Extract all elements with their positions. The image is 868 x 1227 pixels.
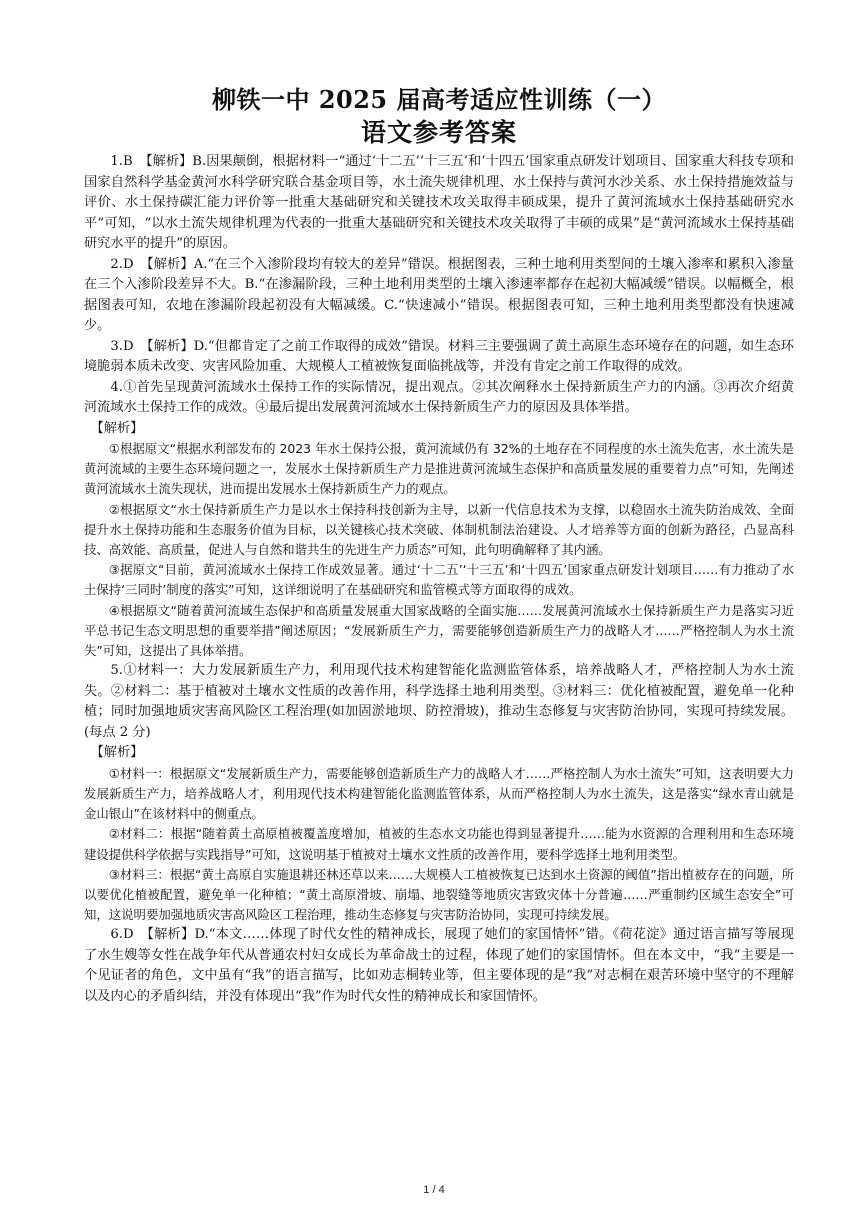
answer-q2: 2.D 【解析】A.“在三个入渗阶段均有较大的差异”错误。根据图表，三种土地利用类型间的土壤入渗率和累积入渗量在三个入渗阶段差异不大。B.“在渗漏阶段，三种土地利用类型的土壤入渗速率都存在起初大幅减缓”错误。以幅概全，根据图表可知，农地在渗漏阶段起初没有大幅减缓。C.“快速减小”错误。根据图表可知，三种土地利用类型都没有快速减少。 bbox=[84, 256, 794, 333]
analysis-paragraph: ①根据原文“根据水利部发布的 2023 年水土保持公报，黄河流域仍有 32%的土地存在不同程度的水土流失危害，水土流失是黄河流域的主要生态环境问题之一，发展水土保持新质生产力是推进黄河流域生态保护和高质量发展的重要着力点”可知，先阐述黄河流域水土流失现状，进而提出发展水土保持新质生产力的观点。 bbox=[84, 441, 794, 497]
answer-q5: 5.①材料一：大力发展新质生产力，利用现代技术构建智能化监测监管体系，培养战略人才，严格控制人为水土流失。②材料二：基于植被对土壤水文性质的改善作用，科学选择土地利用类型。③材料三：优化植被配置，避免单一化种植；同时加强地质灾害高风险区工程治理(如加固淤地坝、防控滑坡)，推动生态修复与灾害防治协同，实现可持续发展。(每点 2 分) bbox=[84, 663, 794, 740]
analysis-paragraph: ③据原文“目前，黄河流域水土保持工作成效显著。通过‘十二五’‘十三五’和‘十四五’国家重点研发计划项目……有力推动了水土保持‘三同时’制度的落实”可知，这详细说明了在基础研究和监管模式等方面取得的成效。 bbox=[84, 562, 794, 598]
analysis-paragraph: ③材料三：根据“黄土高原自实施退耕还林还草以来……大规模人工植被恢复已达到水土资源的阈值”指出植被存在的问题，所以要优化植被配置，避免单一化种植；“黄土高原滑坡、崩塌、地裂缝等地质灾害致灾体十分普遍……严重制约区域生态安全”可知，这说明要加强地质灾害高风险区工程治理，推动生态修复与灾害防治协同，实现可持续发展。 bbox=[84, 866, 794, 923]
answer-document bbox=[84, 84, 794, 1007]
analysis-paragraph: ④根据原文“随着黄河流域生态保护和高质量发展重大国家战略的全面实施……发展黄河流域水土保持新质生产力是落实习近平总书记生态文明思想的重要举措”阐述原因；“发展新质生产力，需要能够创造新质生产力的战略人才……严格控制人为水土流失”可知，这提出了具体举措。 bbox=[84, 602, 794, 659]
answer-q1: 1.B 【解析】B.因果颠倒，根据材料一“通过‘十二五’‘十三五’和‘十四五’国家重点研发计划项目、国家重大科技专项和国家自然科学基金黄河水科学研究联合基金项目等，水土流失规律机理、水土保持与黄河水沙关系、水土保持措施效益与评价、水土保持碳汇能力评价等一批重大基础研究和关键技术攻关取得丰硕成果，提升了黄河流域水土保持基础研究水平”可知，“以水土流失规律机理为代表的一批重大基础研究和关键技术攻关取得了丰硕的成果”是“黄河流域水土保持基础研究水平的提升”的原因。 bbox=[84, 154, 794, 251]
answer-q6: 6.D 【解析】D.“本文……体现了时代女性的精神成长，展现了她们的家国情怀”错。《荷花淀》通过语言描写等展现了水生嫂等女性在战争年代从普通农村妇女成长为革命战士的过程，体现了她们的家国情怀。但在本文中，“我”主要是一个见证者的角色，文中虽有“我”的语言描写，比如劝志桐转业等，但主要体现的是“我”对志桐在艰苦环境中坚守的不理解以及内心的矛盾纠结，并没有体现出“我”作为时代女性的精神成长和家国情怀。 bbox=[84, 927, 794, 1004]
analysis-heading: 【解析】 bbox=[90, 420, 144, 436]
answer-q3: 3.D 【解析】D.“但都肯定了之前工作取得的成效”错误。材料三主要强调了黄土高原生态环境存在的问题，如生态环境脆弱本质未改变、灾害风险加重、大规模人工植被恢复面临挑战等，并没有肯定之前工作取得的成效。 bbox=[84, 338, 794, 374]
document-title: 柳铁一中 2025 届高考适应性训练（一） bbox=[211, 85, 666, 114]
answer-q4: 4.①首先呈现黄河流域水土保持工作的实际情况，提出观点。②其次阐释水土保持新质生产力的内涵。③再次介绍黄河流域水土保持工作的成效。④最后提出发展黄河流域水土保持新质生产力的原因及具体举措。 bbox=[84, 379, 794, 415]
answer-body bbox=[84, 152, 794, 1007]
page-number: 1 / 4 bbox=[423, 1184, 445, 1196]
document-subtitle: 语文参考答案 bbox=[360, 118, 517, 147]
analysis-heading: 【解析】 bbox=[90, 745, 144, 761]
analysis-paragraph: ②材料二：根据“随着黄土高原植被覆盖度增加，植被的生态水文功能也得到显著提升……能为水资源的合理利用和生态环境建设提供科学依据与实践指导”可知，这说明基于植被对土壤水文性质的改善作用，要科学选择土地利用类型。 bbox=[84, 826, 794, 862]
analysis-paragraph: ①材料一：根据原文“发展新质生产力，需要能够创造新质生产力的战略人才……严格控制人为水土流失”可知，这表明要大力发展新质生产力，培养战略人才，利用现代技术构建智能化监测监管体系，从而严格控制人为水土流失，这是落实“绿水青山就是金山银山”在该材料中的侧重点。 bbox=[84, 765, 794, 822]
analysis-paragraph: ②根据原文“水土保持新质生产力是以水土保持科技创新为主导，以新一代信息技术为支撑，以稳固水土流失防治成效、全面提升水土保持功能和生态服务价值为目标，以关键核心技术突破、体制机制法治建设、人才培养等方面的创新为路径，凸显高科技、高效能、高质量，促进人与自然和谐共生的先进生产力质态”可知，此句明确解释了其内涵。 bbox=[84, 501, 794, 558]
